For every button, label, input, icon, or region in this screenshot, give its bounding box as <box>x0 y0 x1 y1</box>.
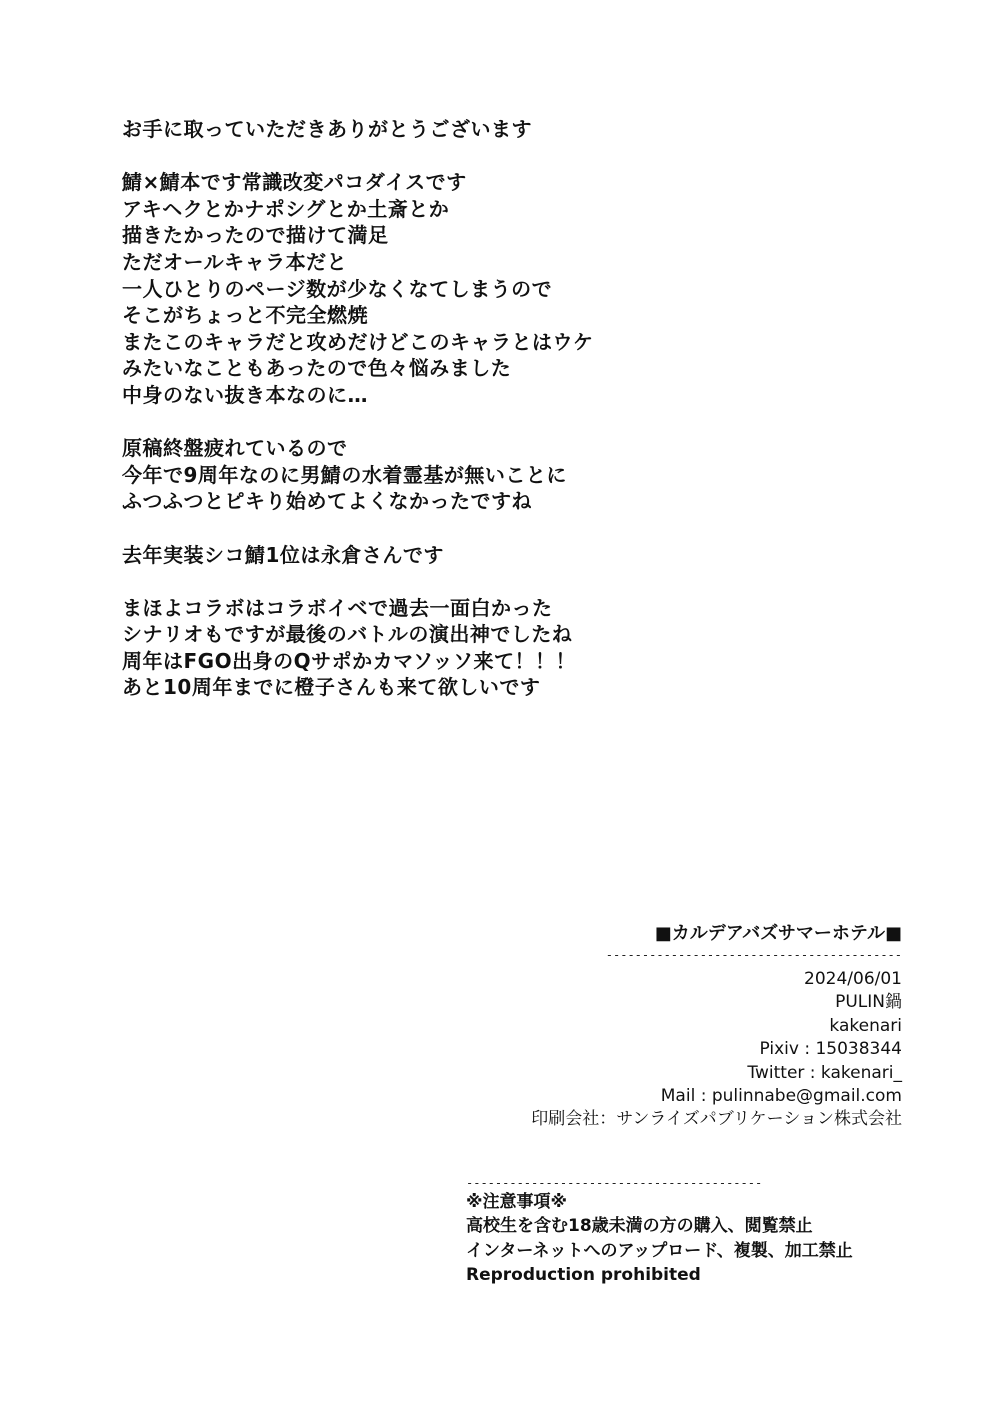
afterword-line: ただオールキャラ本だと <box>122 249 348 274</box>
afterword-line: 周年はFGO出身のQサポかカマソッソ来て！！！ <box>122 648 576 673</box>
afterword-line: あと10周年までに橙子さんも来て欲しいです <box>122 675 541 700</box>
author-name: kakenari <box>829 1015 902 1036</box>
afterword-line: 描きたかったので描けて満足 <box>122 223 389 248</box>
afterword-line: まほよコラボはコラボイベで過去一面白かった <box>122 595 553 620</box>
afterword-line: 去年実装シコ鯖1位は永倉さんです <box>122 542 444 567</box>
book-title: ■カルデアバズサマーホテル■ <box>654 923 902 944</box>
mail-address: Mail : pulinnabe@gmail.com <box>660 1086 902 1107</box>
printer-name: 印刷会社：サンライズパブリケーション株式会社 <box>531 1109 902 1130</box>
twitter-handle: Twitter : kakenari_ <box>747 1062 902 1083</box>
divider-line: ----------------------------------------- <box>605 948 902 962</box>
afterword-line: 原稿終盤疲れているので <box>122 436 348 461</box>
paragraph-gap <box>122 143 882 170</box>
afterword-line: みたいなこともあったので色々悩みました <box>122 356 512 381</box>
notice-reproduction: Reproduction prohibited <box>466 1265 701 1286</box>
afterword-line: シナリオもですが最後のバトルの演出神でしたね <box>122 622 573 647</box>
colophon <box>462 920 902 1132</box>
colophon-info <box>462 968 902 1132</box>
circle-name: PULIN鍋 <box>835 992 902 1013</box>
paragraph-gap <box>122 409 882 436</box>
pixiv-id: Pixiv : 15038344 <box>759 1039 902 1060</box>
paragraph-gap <box>122 515 882 542</box>
notice-age-restriction: 高校生を含む18歳未満の方の購入、閲覧禁止 <box>466 1216 813 1237</box>
afterword-line: そこがちょっと不完全燃焼 <box>122 303 368 328</box>
notice-heading: ※注意事項※ <box>466 1192 568 1212</box>
afterword-line: 鯖×鯖本です常識改変パコダイスです <box>122 170 467 195</box>
afterword-text <box>122 116 882 701</box>
publish-date: 2024/06/01 <box>804 969 902 989</box>
afterword-line: 中身のない抜き本なのに… <box>122 382 368 407</box>
afterword-line: またこのキャラだと攻めだけどこのキャラとはウケ <box>122 329 594 354</box>
afterword-line: お手に取っていただきありがとうございます <box>122 117 532 141</box>
notice-upload-ban: インターネットへのアップロード、複製、加工禁止 <box>466 1240 853 1261</box>
divider-line: ----------------------------------------- <box>466 1176 763 1190</box>
afterword-line: 一人ひとりのページ数が少なくなてしまうので <box>122 276 553 301</box>
paragraph-gap <box>122 568 882 595</box>
afterword-line: アキヘクとかナポシグとか土斎とか <box>122 196 450 221</box>
notice-block <box>466 1176 902 1288</box>
afterword-line: ふつふつとピキり始めてよくなかったですね <box>122 489 532 514</box>
afterword-line: 今年で9周年なのに男鯖の水着霊基が無いことに <box>122 462 567 487</box>
